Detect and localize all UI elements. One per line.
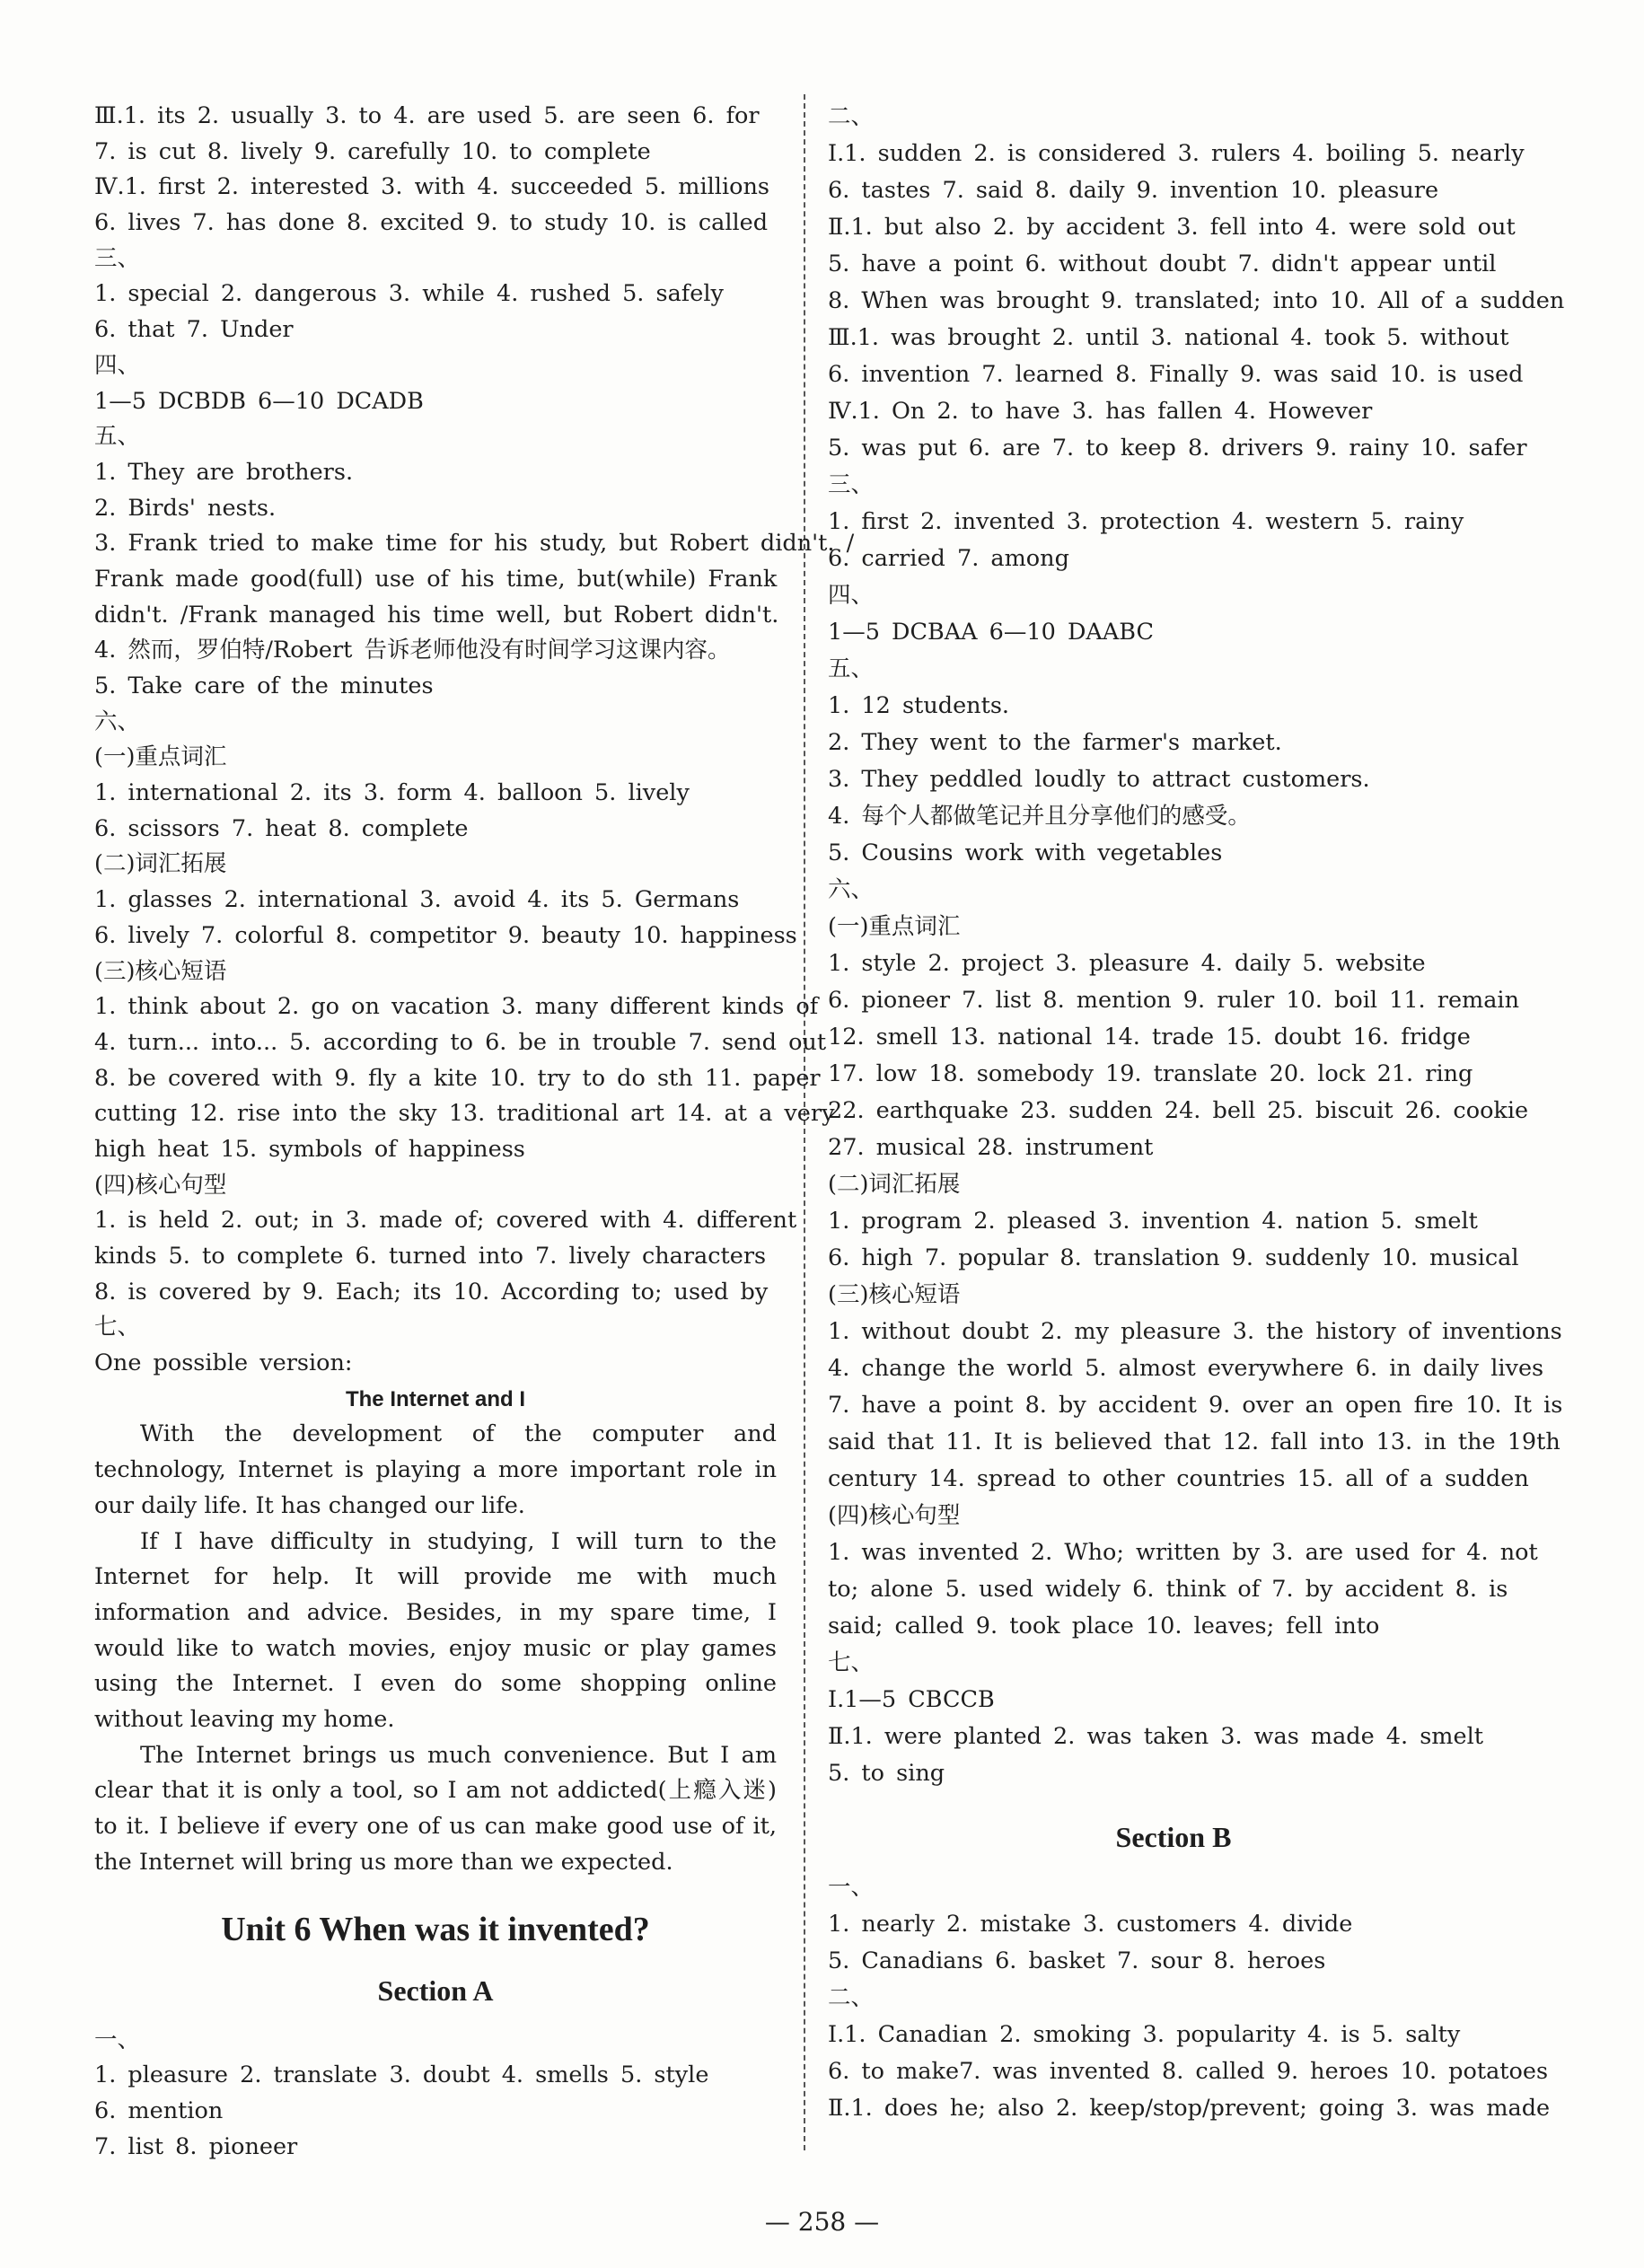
answer-line: Ⅱ.1. does he; also 2. keep/stop/prevent; going 3. was made: [828, 2095, 1551, 2122]
answer-line: 1. 12 students.: [828, 692, 1010, 719]
answer-line: century 14. spread to other countries 15. all of a sudden: [828, 1465, 1529, 1492]
answer-line: 1. pleasure 2. translate 3. doubt 4. smells 5. style: [94, 2061, 709, 2089]
answer-line: Ⅱ.1. but also 2. by accident 3. fell into 4. were sold out: [828, 214, 1516, 241]
answer-line: 6. tastes 7. said 8. daily 9. invention 10. pleasure: [828, 177, 1439, 204]
answer-line: 5. have a point 6. without doubt 7. didn't appear until: [828, 251, 1497, 277]
answer-line: Ⅳ.1. first 2. interested 3. with 4. succeeded 5. millions: [94, 173, 769, 201]
answer-line: Ⅰ.1. sudden 2. is considered 3. rulers 4. boiling 5. nearly: [828, 140, 1525, 167]
essay-title: The Internet and I: [345, 1386, 525, 1411]
answer-line: 5. Cousins work with vegetables: [828, 840, 1223, 866]
answer-line: 22. earthquake 23. sudden 24. bell 25. biscuit 26. cookie: [828, 1097, 1529, 1124]
answer-line: 6. pioneer 7. list 8. mention 9. ruler 10. boil 11. remain: [828, 987, 1520, 1014]
answer-line: 8. be covered with 9. fly a kite 10. try to do sth 11. paper: [94, 1064, 821, 1092]
essay-paragraph-2: If I have difficulty in studying, I will turn to the Internet for help. It will provide me with much information and advice. Besides, in my spare time, I would like to watch movies, enjoy music or play games using the Internet. I even do some shopping online without leaving my home.: [94, 1527, 777, 1734]
answer-line: 6. invention 7. learned 8. Finally 9. was said 10. is used: [828, 361, 1524, 388]
answer-line: 5. to sing: [828, 1760, 945, 1787]
answer-line: 6. lively 7. colorful 8. competitor 9. beauty 10. happiness: [94, 921, 797, 949]
answer-line: 5. was put 6. are 7. to keep 8. drivers 9. rainy 10. safer: [828, 435, 1527, 462]
answer-line: cutting 12. rise into the sky 13. traditional art 14. at a very: [94, 1100, 835, 1128]
answer-line: 8. When was brought 9. translated; into 10. All of a sudden: [828, 287, 1565, 314]
answer-line: 1. think about 2. go on vacation 3. many different kinds of: [94, 993, 819, 1021]
answer-line: 1. is held 2. out; in 3. made of; covered with 4. different: [94, 1207, 797, 1235]
answer-line: 四、: [828, 582, 875, 609]
answer-line: 12. smell 13. national 14. trade 15. doubt 16. fridge: [828, 1024, 1471, 1050]
answer-line: 1. They are brothers.: [94, 458, 354, 486]
answer-line: 1. international 2. its 3. form 4. balloon 5. lively: [94, 779, 690, 807]
answer-line: 五、: [94, 423, 141, 451]
answer-line: 三、: [94, 244, 141, 272]
answer-line: 27. musical 28. instrument: [828, 1134, 1154, 1161]
answer-line: 7. have a point 8. by accident 9. over an open fire 10. It is: [828, 1392, 1563, 1419]
answer-line: 17. low 18. somebody 19. translate 20. lock 21. ring: [828, 1060, 1473, 1087]
answer-line: 6. mention: [94, 2097, 224, 2124]
right-answers-top: [828, 99, 1565, 1792]
answer-line: didn't. /Frank managed his time well, but Robert didn't.: [94, 601, 779, 629]
left-answers-bottom: [94, 2023, 777, 2166]
right-column: [828, 99, 1565, 2127]
answer-line: 一、: [828, 1874, 875, 1901]
answer-line: Ⅰ.1—5 CBCCB: [828, 1686, 995, 1713]
answer-line: 七、: [94, 1314, 141, 1341]
answer-line: 1. glasses 2. international 3. avoid 4. its 5. Germans: [94, 886, 740, 914]
answer-line: 1. without doubt 2. my pleasure 3. the history of inventions: [828, 1318, 1562, 1345]
answer-line: 3. They peddled loudly to attract customers.: [828, 766, 1370, 793]
answer-line: said; called 9. took place 10. leaves; fell into: [828, 1613, 1380, 1639]
answer-line: One possible version:: [94, 1349, 353, 1377]
page-number: — 258 —: [764, 2207, 880, 2237]
answer-line: 1. style 2. project 3. pleasure 4. daily 5. website: [828, 950, 1426, 977]
answer-line: 1. was invented 2. Who; written by 3. are used for 4. not: [828, 1539, 1538, 1566]
right-answers-bottom: [828, 1869, 1551, 2127]
answer-line: 6. to make7. was invented 8. called 9. heroes 10. potatoes: [828, 2058, 1549, 2085]
answer-line: 7. list 8. pioneer: [94, 2132, 298, 2160]
answer-line: 3. Frank tried to make time for his study, but Robert didn't. /: [94, 530, 855, 558]
answer-line: (二)词汇拓展: [94, 850, 227, 878]
answer-line: (四)核心句型: [828, 1502, 961, 1529]
answer-line: 6. scissors 7. heat 8. complete: [94, 814, 469, 842]
answer-line: (一)重点词汇: [94, 743, 227, 771]
answer-line: Frank made good(full) use of his time, but(while) Frank: [94, 565, 778, 593]
answer-line: 1—5 DCBAA 6—10 DAABC: [828, 619, 1154, 646]
answer-line: 7. is cut 8. lively 9. carefully 10. to complete: [94, 137, 651, 165]
answer-line: (四)核心句型: [94, 1171, 227, 1199]
answer-line: Ⅰ.1. Canadian 2. smoking 3. popularity 4. is 5. salty: [828, 2021, 1461, 2048]
answer-line: 6. carried 7. among: [828, 545, 1069, 572]
answer-line: 5. Take care of the minutes: [94, 672, 434, 699]
answer-line: 1—5 DCBDB 6—10 DCADB: [94, 387, 424, 415]
answer-line: 8. is covered by 9. Each; its 10. According to; used by: [94, 1278, 769, 1305]
answer-line: 5. Canadians 6. basket 7. sour 8. heroes: [828, 1947, 1326, 1974]
unit-title: Unit 6 When was it invented?: [221, 1910, 650, 1948]
answer-line: Ⅲ.1. was brought 2. until 3. national 4. took 5. without: [828, 324, 1509, 351]
left-column: [94, 99, 855, 2165]
answer-line: 五、: [828, 655, 875, 682]
answer-line: Ⅳ.1. On 2. to have 3. has fallen 4. However: [828, 398, 1373, 425]
answer-line: (二)词汇拓展: [828, 1171, 961, 1198]
answer-line: 1. special 2. dangerous 3. while 4. rushed 5. safely: [94, 280, 724, 308]
answer-line: high heat 15. symbols of happiness: [94, 1135, 525, 1163]
left-answers-top: [94, 99, 855, 1382]
answer-line: 1. program 2. pleased 3. invention 4. nation 5. smelt: [828, 1208, 1478, 1235]
answer-line: 4. change the world 5. almost everywhere 6. in daily lives: [828, 1355, 1544, 1382]
answer-line: 4. 然而，罗伯特/Robert 告诉老师他没有时间学习这课内容。: [94, 637, 731, 664]
section-b-title: Section B: [1115, 1821, 1232, 1853]
answer-line: 七、: [828, 1649, 875, 1676]
answer-line: (三)核心短语: [828, 1281, 961, 1308]
answer-line: (三)核心短语: [94, 957, 227, 985]
sample-essay: [94, 1382, 777, 1881]
answer-line: 4. turn... into... 5. according to 6. be in trouble 7. send out: [94, 1028, 827, 1056]
section-a-title: Section A: [377, 1974, 494, 2007]
answer-line: 六、: [828, 876, 875, 903]
answer-line: 1. first 2. invented 3. protection 4. western 5. rainy: [828, 508, 1464, 535]
answer-line: 四、: [94, 351, 141, 379]
answer-line: Ⅱ.1. were planted 2. was taken 3. was made 4. smelt: [828, 1723, 1483, 1750]
answer-line: 二、: [828, 103, 875, 130]
answer-line: 6. high 7. popular 8. translation 9. suddenly 10. musical: [828, 1244, 1519, 1271]
answer-line: 4. 每个人都做笔记并且分享他们的感受。: [828, 803, 1251, 830]
answer-line: said that 11. It is believed that 12. fall into 13. in the 19th: [828, 1428, 1560, 1455]
answer-line: kinds 5. to complete 6. turned into 7. lively characters: [94, 1243, 767, 1270]
answer-line: 2. They went to the farmer's market.: [828, 729, 1282, 756]
essay-paragraph-1: With the development of the computer and technology, Internet is playing a more important role in our daily life. It has changed our life.: [94, 1420, 777, 1519]
answer-line: 1. nearly 2. mistake 3. customers 4. divide: [828, 1911, 1353, 1938]
answer-line: 一、: [94, 2026, 141, 2053]
answer-line: 二、: [828, 1984, 875, 2011]
answer-line: 6. that 7. Under: [94, 316, 294, 344]
answer-line: 2. Birds' nests.: [94, 494, 277, 522]
answer-line: Ⅲ.1. its 2. usually 3. to 4. are used 5. are seen 6. for: [94, 102, 760, 129]
answer-line: 三、: [828, 471, 875, 498]
answer-line: 6. lives 7. has done 8. excited 9. to study 10. is called: [94, 209, 769, 237]
answer-line: to; alone 5. used widely 6. think of 7. by accident 8. is: [828, 1576, 1508, 1603]
essay-paragraph-3: The Internet brings us much convenience. But I am clear that it is only a tool, so I am not addicted(上瘾入迷) to it. I believe if every one of us can make good use of it, the Internet will bring us more than we expected.: [94, 1741, 777, 1876]
answer-line: 六、: [94, 708, 141, 735]
answer-line: (一)重点词汇: [828, 913, 961, 940]
